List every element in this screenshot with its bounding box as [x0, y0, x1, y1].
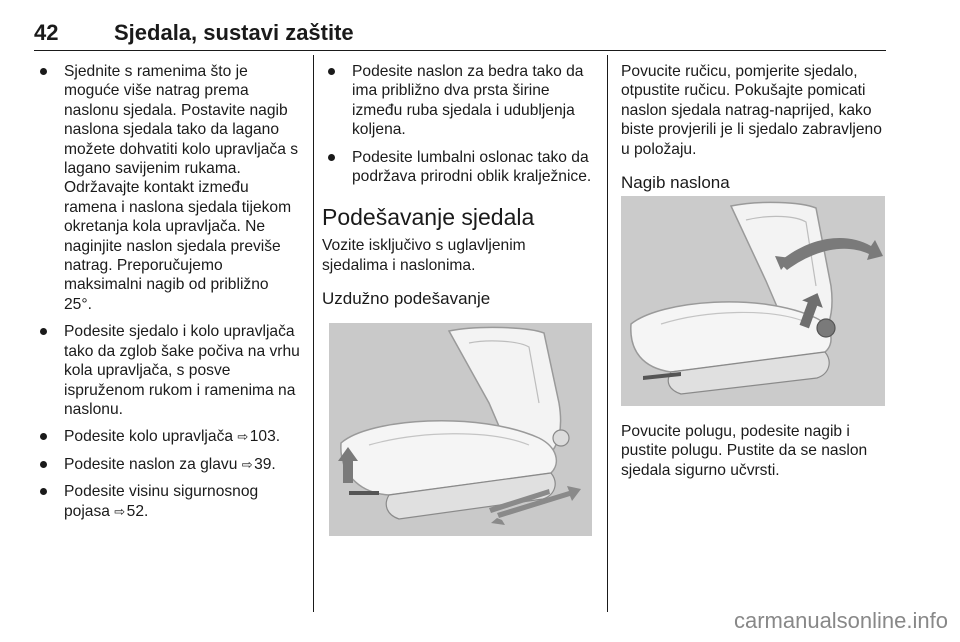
reference-arrow-icon: ⇨: [114, 503, 126, 519]
reference-arrow-icon: ⇨: [241, 456, 253, 472]
bullet-list: [322, 62, 594, 186]
page-number: 42: [34, 20, 59, 45]
recline-knob-icon: [553, 430, 569, 446]
seat-recline-illustration: [621, 196, 885, 406]
column-3: [621, 62, 889, 201]
list-item: Sjednite s ramenima što je moguće više natrag prema naslonu sjedala. Postavite nagib naslona sjedala tako da lagano možete dohvatiti kolo upravljača s lagano savijenim rukama. Održavajte kontakt između ramena i naslona sjedala tijekom okretanja kola upravljača. Ne naginjite naslon sjedala previše natrag. Preporučujemo maksimalni nagib od približno 25°.: [34, 62, 300, 314]
column-2: [322, 62, 594, 317]
bullet-icon: [40, 68, 47, 75]
reference-arrow-icon: ⇨: [237, 429, 249, 445]
bullet-icon: [40, 433, 47, 440]
chapter-title: Sjedala, sustavi zaštite: [114, 20, 354, 45]
subsection-title: Uzdužno podešavanje: [322, 289, 491, 309]
page-reference-link[interactable]: 39.: [254, 455, 276, 473]
page-reference-link[interactable]: 103.: [249, 428, 281, 446]
section-title: Podešavanje sjedala: [322, 204, 535, 231]
bullet-icon: [40, 488, 47, 495]
list-item: Podesite visinu sigurnosnog pojasa ⇨ 52.: [34, 482, 300, 521]
bullet-list: [34, 62, 300, 521]
list-item: Podesite naslon za bedra tako da ima približno dva prsta širine između ruba sjedala i udubljenja koljena.: [322, 62, 594, 140]
column-divider: [313, 55, 314, 612]
page-header: [34, 20, 886, 51]
recline-lever-icon: [817, 319, 835, 337]
column-divider: [607, 55, 608, 612]
bullet-icon: [328, 154, 335, 161]
list-item: Podesite sjedalo i kolo upravljača tako da zglob šake počiva na vrhu kola upravljača, s posve ispruženom rukom i ramenima na naslonu.: [34, 322, 300, 419]
page-reference-link[interactable]: 52.: [126, 502, 149, 520]
watermark: carmanualsonline.info: [733, 608, 948, 633]
list-item: Podesite lumbalni oslonac tako da podržava prirodni oblik kralježnice.: [322, 148, 594, 187]
bullet-icon: [40, 461, 47, 468]
list-item: Podesite naslon za glavu ⇨ 39.: [34, 455, 300, 474]
section-intro: Vozite isključivo s uglavljenim sjedalima i naslonima.: [322, 237, 526, 274]
bullet-icon: [328, 68, 335, 75]
adjust-bar: [349, 491, 379, 495]
paragraph: Povucite polugu, podesite nagib i pustite polugu. Pustite da se naslon sjedala sigurno učvrsti.: [621, 423, 868, 479]
list-item: Podesite kolo upravljača ⇨ 103.: [34, 427, 300, 446]
seat-longitudinal-illustration: [329, 323, 592, 536]
paragraph: Povucite ručicu, pomjerite sjedalo, otpustite ručicu. Pokušajte pomicati naslon sjedala natrag-naprijed, kako biste provjerili je li sjedalo zabravljeno u položaju.: [621, 63, 882, 158]
column-1: [34, 62, 300, 529]
bullet-icon: [40, 328, 47, 335]
subsection-title: Nagib naslona: [621, 173, 730, 193]
